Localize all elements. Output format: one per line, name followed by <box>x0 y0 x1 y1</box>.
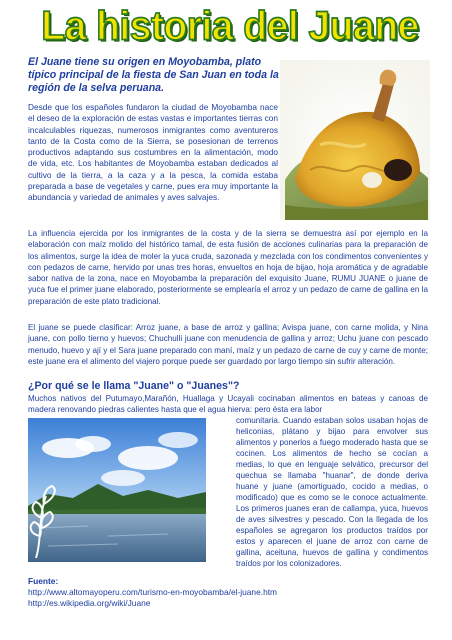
subheading: ¿Por qué se le llama "Juane" o "Juanes"? <box>28 380 240 392</box>
paragraph-influence: La influencia ejercida por los inmigrantes de la costa y de la sierra se demuestra así por ejemplo en la elaboración con maíz molido del histórico tamal, de esta fusión de acciones culinarias para la preparación de los alimentos, surge la idea de moler la yuca cruda, sazonada y mezclada con los condimentos convenientes y con pedazos de carne, hervido por unas tres horas, envueltos en hoja de bijao, hoja aromática y de agradable sabor nativa de la zona, nace en Moyobamba la preparación del exquisito Juane, RUMU JUANE o juane de yuca fue el primer juane elaborado, posteriormente se emplearía el arroz y un pedazo de carne de gallina en la preparación de este plato tradicional. <box>28 229 428 306</box>
paragraph-origin: Desde que los españoles fundaron la ciudad de Moyobamba nace el deseo de la exploración de estas vastas e importantes tierras con incalculables riquezas, numerosos inmigrantes como aventureros tanto de la Costa como de la Sierra, se posesionan de terrenos productivos adaptando sus costumbres en la alimentación, modo de vida, etc. Los habitantes de Moyobamba estaban dedicados al cultivo de la tierra, a la caza y a la pesca, la comida estaba preparada a base de vegetales y carne, pues era muy importante la abundancia y variedad de animales y aves salvajes. <box>28 102 278 203</box>
paragraph-huanar: comunitaria. Cuando estaban solos usaban hojas de heliconias, plátano y bijao para envolver sus alimentos y ponerlos a fuego moderado hasta que se cocinen. Los alimentos de hecho se cocían a medias, lo que en lenguaje selvático, precursor del quechua se llamaba "huanar", de donde deriva huane y juane (amortiguado, cocido a medias, o modificado) que es como se le conoce actualmente. Los primeros juanes eran de callampa, yuca, huevos de aves silvestres y pescado. Con la llegada de los españoles se agregaron los productos traídos por estos y aparecen el juane de arroz con carne de gallina, aceituna, huevos de gallina y condimentos traídos por los colonizadores. <box>236 416 428 568</box>
juane-photo <box>280 60 430 220</box>
sources-label: Fuente: <box>28 576 59 586</box>
source-link-altomayo[interactable]: http://www.altomayoperu.com/turismo-en-moyobamba/el-juane.htm <box>28 587 278 597</box>
paragraph-classification: El juane se puede clasificar: Arroz juane, a base de arroz y gallina; Avispa juane, con carne molida, y Nina juane, con pollo tierno y huevos; Chuchulli juane con menudencia de gallina y arroz; Uchu juane con pescado menudo, huevo y ají y el Sara juane preparado con maní, maíz y un pedazo de carne de cuy y carne de monte; este juane era el alimento del viajero porque puede ser guardado por largo tiempo sin sufrir alteración. <box>28 323 428 366</box>
river-photo <box>28 418 206 562</box>
intro-text: El Juane tiene su origen en Moyobamba, plato típico principal de la fiesta de San Juan en toda la región de la selva peruana. <box>28 56 279 94</box>
sources-section <box>28 576 428 609</box>
page-title: La historia del Juane <box>41 3 419 50</box>
paragraph-natives: Muchos nativos del Putumayo,Marañón, Huallaga y Ucayali cocinaban alimentos en bateas y canoas de madera renovando piedras calientes hasta que el agua hierva: pero ésta era labor <box>28 394 428 414</box>
source-link-wikipedia[interactable]: http://es.wikipedia.org/wiki/Juane <box>28 598 151 608</box>
